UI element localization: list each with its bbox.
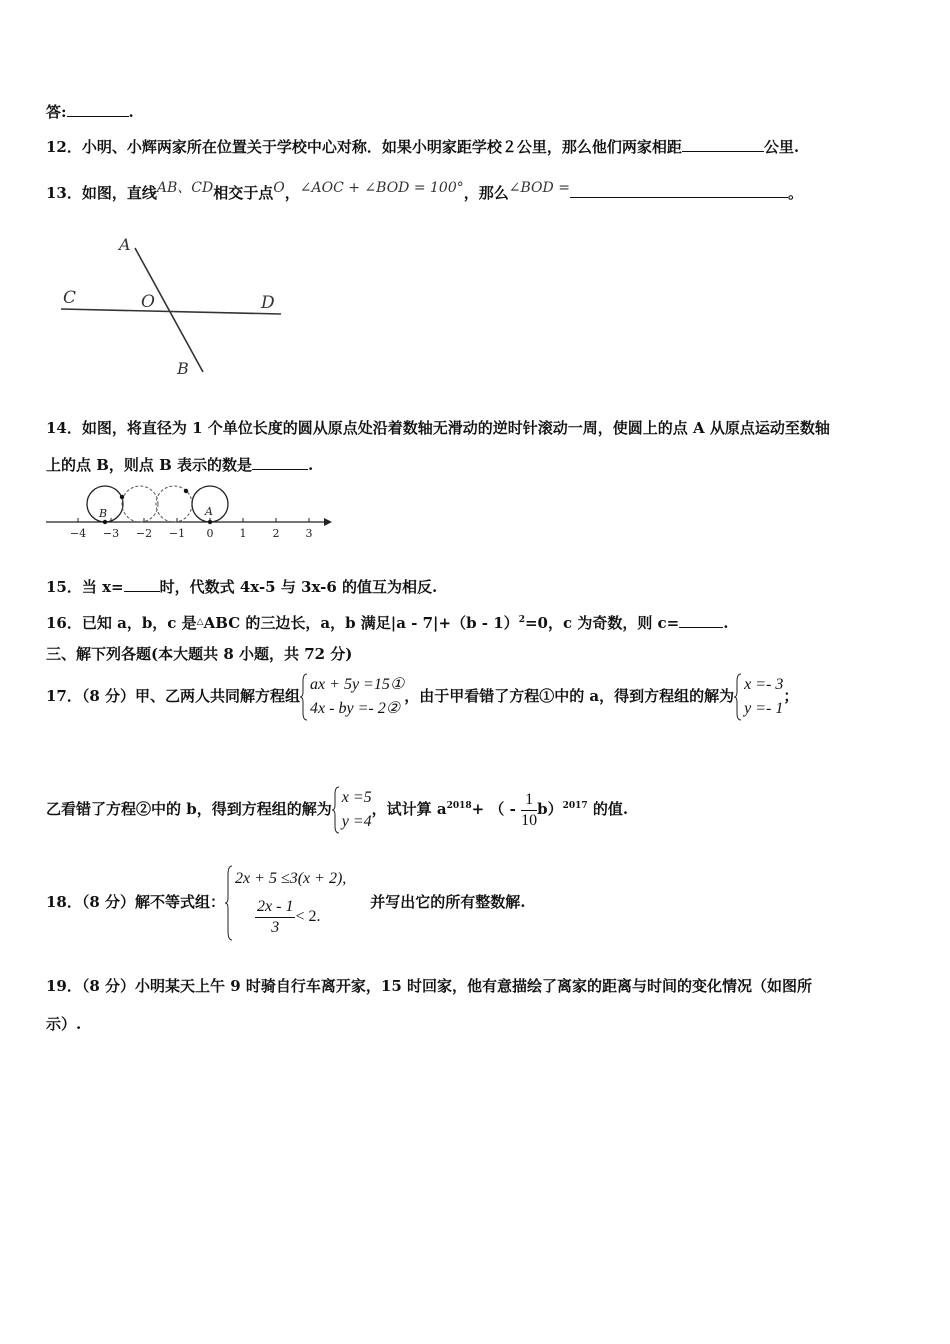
q13-text-c: ， bbox=[284, 184, 300, 202]
label-b: B bbox=[177, 359, 189, 378]
q16-text-b: ABC 的三边长，a，b 满足|a - 7|+（b - 1） bbox=[203, 614, 519, 632]
q11-answer-blank[interactable] bbox=[67, 102, 129, 117]
q16-end: . bbox=[723, 614, 729, 632]
q14-number: 14． bbox=[46, 419, 82, 437]
q19-text-line2: 示）. bbox=[46, 1015, 82, 1033]
question-12 bbox=[46, 137, 799, 157]
tick-label: 1 bbox=[239, 527, 247, 540]
q17-equation-system bbox=[300, 673, 404, 721]
q18-fraction-num: 2x - 1 bbox=[255, 897, 295, 918]
q17-fraction-den: 10 bbox=[521, 811, 538, 829]
q17-fraction bbox=[521, 790, 537, 831]
q13-math-target: ∠BOD = bbox=[508, 180, 570, 196]
tick-label: 2 bbox=[272, 527, 280, 540]
q16-number: 16． bbox=[46, 614, 82, 632]
question-13 bbox=[46, 180, 803, 204]
question-14-line1 bbox=[46, 418, 830, 438]
q14-end: . bbox=[308, 456, 314, 474]
q18-ineq2-rhs: < 2. bbox=[295, 908, 321, 925]
q16-answer-blank[interactable] bbox=[679, 613, 723, 628]
q18-number: 18． bbox=[46, 893, 82, 911]
tick-label: −2 bbox=[135, 527, 153, 540]
q18-ineq2 bbox=[225, 893, 346, 941]
q12-unit: 公里. bbox=[763, 138, 800, 156]
question-18 bbox=[46, 862, 526, 942]
q13-math-point: O bbox=[273, 180, 285, 196]
q14-text-line1: 如图，将直径为 1 个单位长度的圆从原点处沿着数轴无滑动的逆时针滚动一周，使圆上的点 A 从原点运动至数轴 bbox=[81, 419, 830, 437]
tick-label: −4 bbox=[69, 527, 87, 540]
q17-semicolon: ； bbox=[783, 687, 799, 705]
q17-exponent-a: 2018 bbox=[446, 801, 472, 811]
question-17-line2 bbox=[46, 778, 628, 837]
q15-answer-blank[interactable] bbox=[124, 577, 160, 592]
q17-text-e: + （ - bbox=[471, 800, 522, 818]
q18-fraction bbox=[255, 897, 295, 938]
q13-text-b: 相交于点 bbox=[213, 184, 274, 202]
question-15 bbox=[46, 577, 437, 597]
q13-answer-blank[interactable] bbox=[570, 183, 788, 198]
q13-math-lines: AB、CD bbox=[156, 180, 214, 196]
q17-eq2: 4x - by =- 2② bbox=[310, 700, 401, 717]
circle-dashed-1 bbox=[122, 486, 158, 522]
q17-solution-1 bbox=[734, 673, 783, 721]
label-a: A bbox=[119, 235, 131, 254]
label-o: O bbox=[141, 292, 155, 312]
roll-dot-2 bbox=[184, 489, 188, 493]
q13-end: 。 bbox=[787, 184, 803, 202]
q17-solution-2 bbox=[332, 786, 372, 834]
q12-answer-blank[interactable] bbox=[682, 137, 764, 152]
q17-text-g: 的值. bbox=[587, 800, 629, 818]
q15-number: 15． bbox=[46, 578, 82, 596]
q17-sol1-x: x =- 3 bbox=[744, 676, 784, 693]
label-b-point: B bbox=[99, 507, 108, 520]
q15-text-b: 时，代数式 4x-5 与 3x-6 的值互为相反. bbox=[159, 578, 438, 596]
q18-text-a: （8 分）解不等式组： bbox=[81, 893, 226, 911]
q16-exponent: 2 bbox=[518, 615, 525, 625]
question-19-line2 bbox=[46, 1014, 81, 1034]
label-c: C bbox=[63, 288, 77, 308]
q17-text-a: （8 分）甲、乙两人共同解方程组 bbox=[81, 687, 301, 705]
tick-label: 0 bbox=[206, 527, 214, 540]
q17-text-c: 乙看错了方程②中的 b，得到方程组的解为 bbox=[46, 800, 332, 818]
q14-answer-blank[interactable] bbox=[252, 455, 308, 470]
q14-figure bbox=[44, 482, 344, 542]
section-3-heading bbox=[46, 644, 352, 664]
question-14-line2 bbox=[46, 455, 313, 475]
q19-number: 19． bbox=[46, 977, 82, 995]
q19-text-line1: （8 分）小明某天上午 9 时骑自行车离开家，15 时回家，他有意描绘了离家的距离与时间的变化情况（如图所 bbox=[81, 977, 813, 995]
q12-text: 小明、小辉两家所在位置关于学校中心对称．如果小明家距学校２公里，那么他们两家相距 bbox=[81, 138, 682, 156]
q14-text-line2: 上的点 B，则点 B 表示的数是 bbox=[46, 456, 253, 474]
q11-prefix: 答: bbox=[46, 103, 67, 121]
q17-sol2-y: y =4 bbox=[341, 813, 372, 830]
label-d: D bbox=[261, 293, 275, 313]
q11-suffix: . bbox=[128, 103, 134, 121]
question-16 bbox=[46, 610, 728, 636]
q17-number: 17． bbox=[46, 687, 82, 705]
q16-text-c: =0，c 为奇数，则 c= bbox=[524, 614, 680, 632]
triangle-symbol: △ bbox=[196, 617, 204, 627]
q12-number: 12． bbox=[46, 138, 82, 156]
q15-text-a: 当 x= bbox=[81, 578, 124, 596]
q17-sol2-x: x =5 bbox=[341, 789, 372, 806]
q18-ineq1: 2x + 5 ≤3(x + 2), bbox=[235, 870, 347, 887]
q17-text-d: ，试计算 a bbox=[371, 800, 447, 818]
question-17-line1 bbox=[46, 668, 798, 724]
label-a-point: A bbox=[205, 505, 213, 518]
question-19-line1 bbox=[46, 976, 812, 996]
point-dot-b bbox=[103, 520, 107, 524]
tick-label: 3 bbox=[305, 527, 313, 540]
q17-text-f: b） bbox=[537, 800, 563, 818]
q17-text-b: ，由于甲看错了方程①中的 a，得到方程组的解为 bbox=[404, 687, 735, 705]
q18-inequality-system bbox=[225, 865, 370, 941]
q13-math-condition: ∠AOC + ∠BOD = 100° bbox=[299, 180, 464, 196]
q17-exponent-b: 2017 bbox=[562, 801, 588, 811]
q18-fraction-den: 3 bbox=[271, 918, 280, 936]
axis-arrow bbox=[324, 518, 332, 526]
q13-text-d: ，那么 bbox=[463, 184, 509, 202]
q13-figure bbox=[55, 228, 295, 378]
tick-label: −3 bbox=[102, 527, 120, 540]
q18-text-b: 并写出它的所有整数解. bbox=[370, 893, 526, 911]
q16-text-a: 已知 a，b，c 是 bbox=[81, 614, 197, 632]
q11-answer-line bbox=[46, 102, 134, 122]
q13-text-a: 如图，直线 bbox=[81, 184, 157, 202]
roll-dot-1 bbox=[120, 495, 124, 499]
section-3-text: 三、解下列各题(本大题共 8 小题，共 72 分) bbox=[46, 645, 353, 663]
tick-label: −1 bbox=[168, 527, 186, 540]
q17-fraction-num: 1 bbox=[521, 790, 537, 811]
q17-sol1-y: y =- 1 bbox=[744, 700, 784, 717]
q17-eq1: ax + 5y =15① bbox=[310, 676, 405, 693]
q13-number: 13． bbox=[46, 184, 82, 202]
